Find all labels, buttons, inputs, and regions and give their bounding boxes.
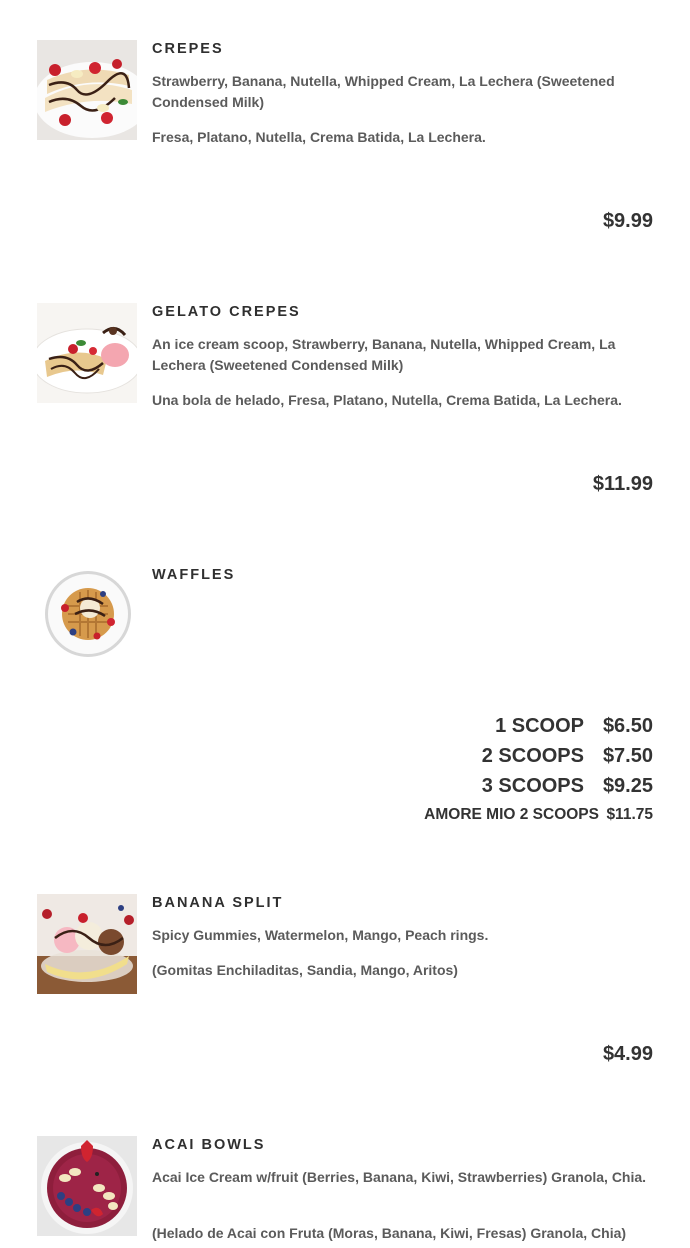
item-description-es: (Gomitas Enchiladitas, Sandia, Mango, Aritos) <box>152 962 458 978</box>
scoop-label: 3 SCOOPS <box>481 775 584 797</box>
scoop-label: 2 SCOOPS <box>481 745 584 767</box>
item-description-en: An ice cream scoop, Strawberry, Banana, Nutella, Whipped Cream, La Lechera (Sweetened Condensed Milk) <box>152 336 616 373</box>
item-price: $11.99 <box>592 473 653 495</box>
item-title: GELATO CREPES <box>152 304 301 320</box>
item-description-es: Una bola de helado, Fresa, Platano, Nutella, Crema Batida, La Lechera. <box>152 392 622 408</box>
scoop-label: AMORE MIO 2 SCOOPS <box>424 806 599 823</box>
item-title: WAFFLES <box>152 567 236 583</box>
scoop-price: $9.25 <box>602 775 653 797</box>
scoop-label: 1 SCOOP <box>495 715 584 737</box>
item-description-es: (Helado de Acai con Fruta (Moras, Banana, Kiwi, Fresas) Granola, Chia) <box>152 1225 627 1241</box>
item-description-en: Strawberry, Banana, Nutella, Whipped Cream, La Lechera (Sweetened Condensed Milk) <box>152 73 615 110</box>
scoop-price: $6.50 <box>602 715 653 737</box>
item-description-es: Fresa, Platano, Nutella, Crema Batida, La Lechera. <box>152 129 486 145</box>
item-title: CREPES <box>152 41 224 57</box>
item-price: $4.99 <box>602 1043 653 1065</box>
scoop-price: $11.75 <box>606 806 653 823</box>
item-title: BANANA SPLIT <box>152 895 284 911</box>
acai-bowl-photo <box>37 1136 137 1236</box>
item-description-en: Acai Ice Cream w/fruit (Berries, Banana, Kiwi, Strawberries) Granola, Chia. <box>152 1169 647 1185</box>
item-title: ACAI BOWLS <box>152 1137 266 1153</box>
scoop-price: $7.50 <box>602 745 653 767</box>
item-price: $9.99 <box>602 210 653 232</box>
item-description-en: Spicy Gummies, Watermelon, Mango, Peach rings. <box>152 927 489 943</box>
